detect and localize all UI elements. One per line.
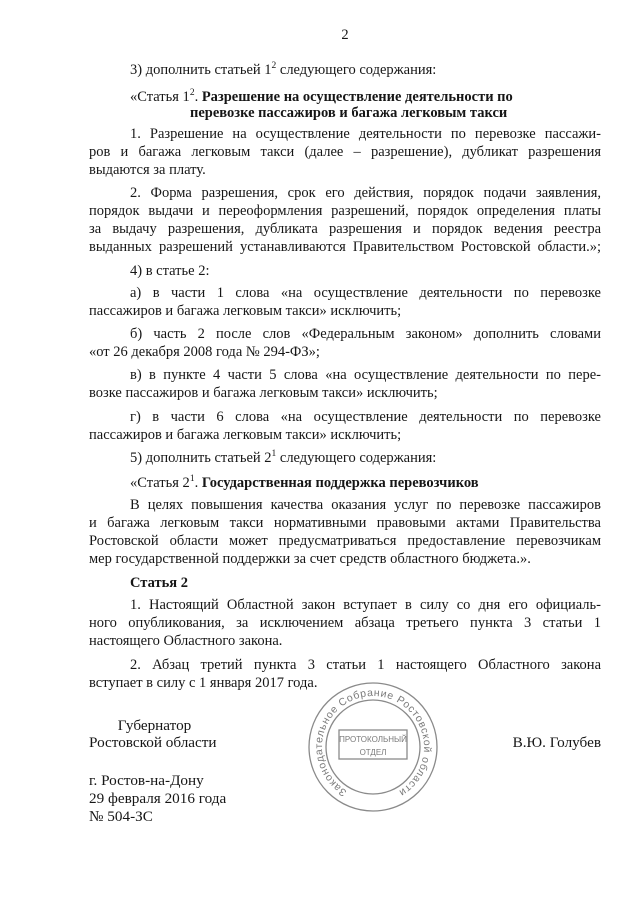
law-number: № 504-ЗС — [89, 808, 153, 825]
amendment-item-5 — [130, 449, 601, 467]
place-of-signing: г. Ростов-на-Дону — [89, 772, 204, 789]
paragraph-line: ного опубликования, за исключением абзаца третьего пункта 3 статьи 1 — [89, 615, 601, 631]
paragraph-line: 1. Настоящий Областной закон вступает в силу со дня его официаль- — [130, 597, 601, 613]
article-2-heading: Статья 2 — [130, 575, 188, 591]
paragraph-line: выданных разрешений устанавливаются Правительством Ростовской области.»; — [89, 239, 601, 255]
article-label: . — [194, 475, 199, 491]
signatory-region: Ростовской области — [89, 734, 217, 751]
article-label: «Статья 2 — [130, 475, 190, 491]
subitem-line: пассажиров и багажа легковым такси» исключить; — [89, 427, 402, 443]
paragraph-line: вступает в силу с 1 января 2017 года. — [89, 675, 318, 691]
amendment-item-4: 4) в статье 2: — [130, 263, 210, 279]
subitem-line: а) в части 1 слова «на осуществление деятельности по перевозке — [130, 285, 601, 301]
official-stamp — [306, 680, 440, 814]
amendment-text: следующего содержания: — [279, 450, 437, 466]
signatory-position: Губернатор — [117, 717, 192, 734]
date-of-signing: 29 февраля 2016 года — [89, 790, 227, 807]
article-2-1-heading — [130, 474, 601, 492]
paragraph-line: за выдачу разрешения, дубликата разрешения и порядок ведения реестра — [89, 221, 601, 237]
stamp-outer-ring — [309, 683, 437, 811]
superscript: 1 — [189, 474, 195, 484]
amendment-text: 5) дополнить статьей 2 — [130, 450, 272, 466]
amendment-text: следующего содержания: — [279, 62, 437, 78]
paragraph-line: порядок выдачи и переоформления разрешений, порядок определения платы — [89, 203, 601, 219]
paragraph-line: 2. Абзац третий пункта 3 статьи 1 настоящего Областного закона — [130, 657, 601, 673]
subitem-line: возке пассажиров и багажа легковым такси» исключить; — [89, 385, 438, 401]
superscript: 1 — [271, 449, 277, 459]
superscript: 2 — [189, 88, 195, 98]
amendment-item-3 — [130, 61, 601, 79]
paragraph-line: настоящего Областного закона. — [89, 633, 283, 649]
article-label: «Статья 1 — [130, 89, 190, 105]
stamp-ring-text: Законодательное Собрание Ростовской области — [312, 686, 434, 799]
paragraph-line: 2. Форма разрешения, срок его действия, порядок подачи заявления, — [130, 185, 601, 201]
paragraph-line: Ростовской области может предусматриваться предоставление перевозчикам — [89, 533, 601, 549]
stamp-inner-line-1: ПРОТОКОЛЬНЫЙ — [339, 735, 407, 744]
paragraph-line: ров и багажа легковым такси (далее – разрешение), дубликат разрешения — [89, 144, 601, 160]
subitem-line: б) часть 2 после слов «Федеральным законом» дополнить словами — [130, 326, 601, 342]
amendment-text: 3) дополнить статьей 1 — [130, 62, 272, 78]
article-title: перевозке пассажиров и багажа легковым такси — [190, 105, 508, 121]
subitem-line: г) в части 6 слова «на осуществление деятельности по перевозке — [130, 409, 601, 425]
page-number: 2 — [341, 27, 349, 43]
article-label: . — [194, 89, 199, 105]
paragraph-line: 1. Разрешение на осуществление деятельности по перевозке пассажи- — [130, 126, 601, 142]
paragraph-line: и багажа легковым такси нормативными правовыми актами Правительства — [89, 515, 601, 531]
signatory-name: В.Ю. Голубев — [512, 734, 601, 751]
article-title: Разрешение на осуществление деятельности по — [201, 89, 513, 105]
paragraph-line: мер государственной поддержки за счет средств областного бюджета.». — [89, 551, 531, 567]
paragraph-line: В целях повышения качества оказания услуг по перевозке пассажиров — [130, 497, 601, 513]
stamp-inner-ring — [326, 700, 420, 794]
subitem-line: пассажиров и багажа легковым такси» исключить; — [89, 303, 402, 319]
subitem-line: в) в пункте 4 части 5 слова «на осуществление деятельности по пере- — [130, 367, 601, 383]
paragraph-line: выдаются за плату. — [89, 162, 206, 178]
subitem-line: «от 26 декабря 2008 года № 294-ФЗ»; — [89, 344, 320, 360]
article-title: Государственная поддержка перевозчиков — [201, 475, 479, 491]
stamp-inner-line-2: ОТДЕЛ — [359, 748, 387, 757]
superscript: 2 — [271, 61, 277, 71]
